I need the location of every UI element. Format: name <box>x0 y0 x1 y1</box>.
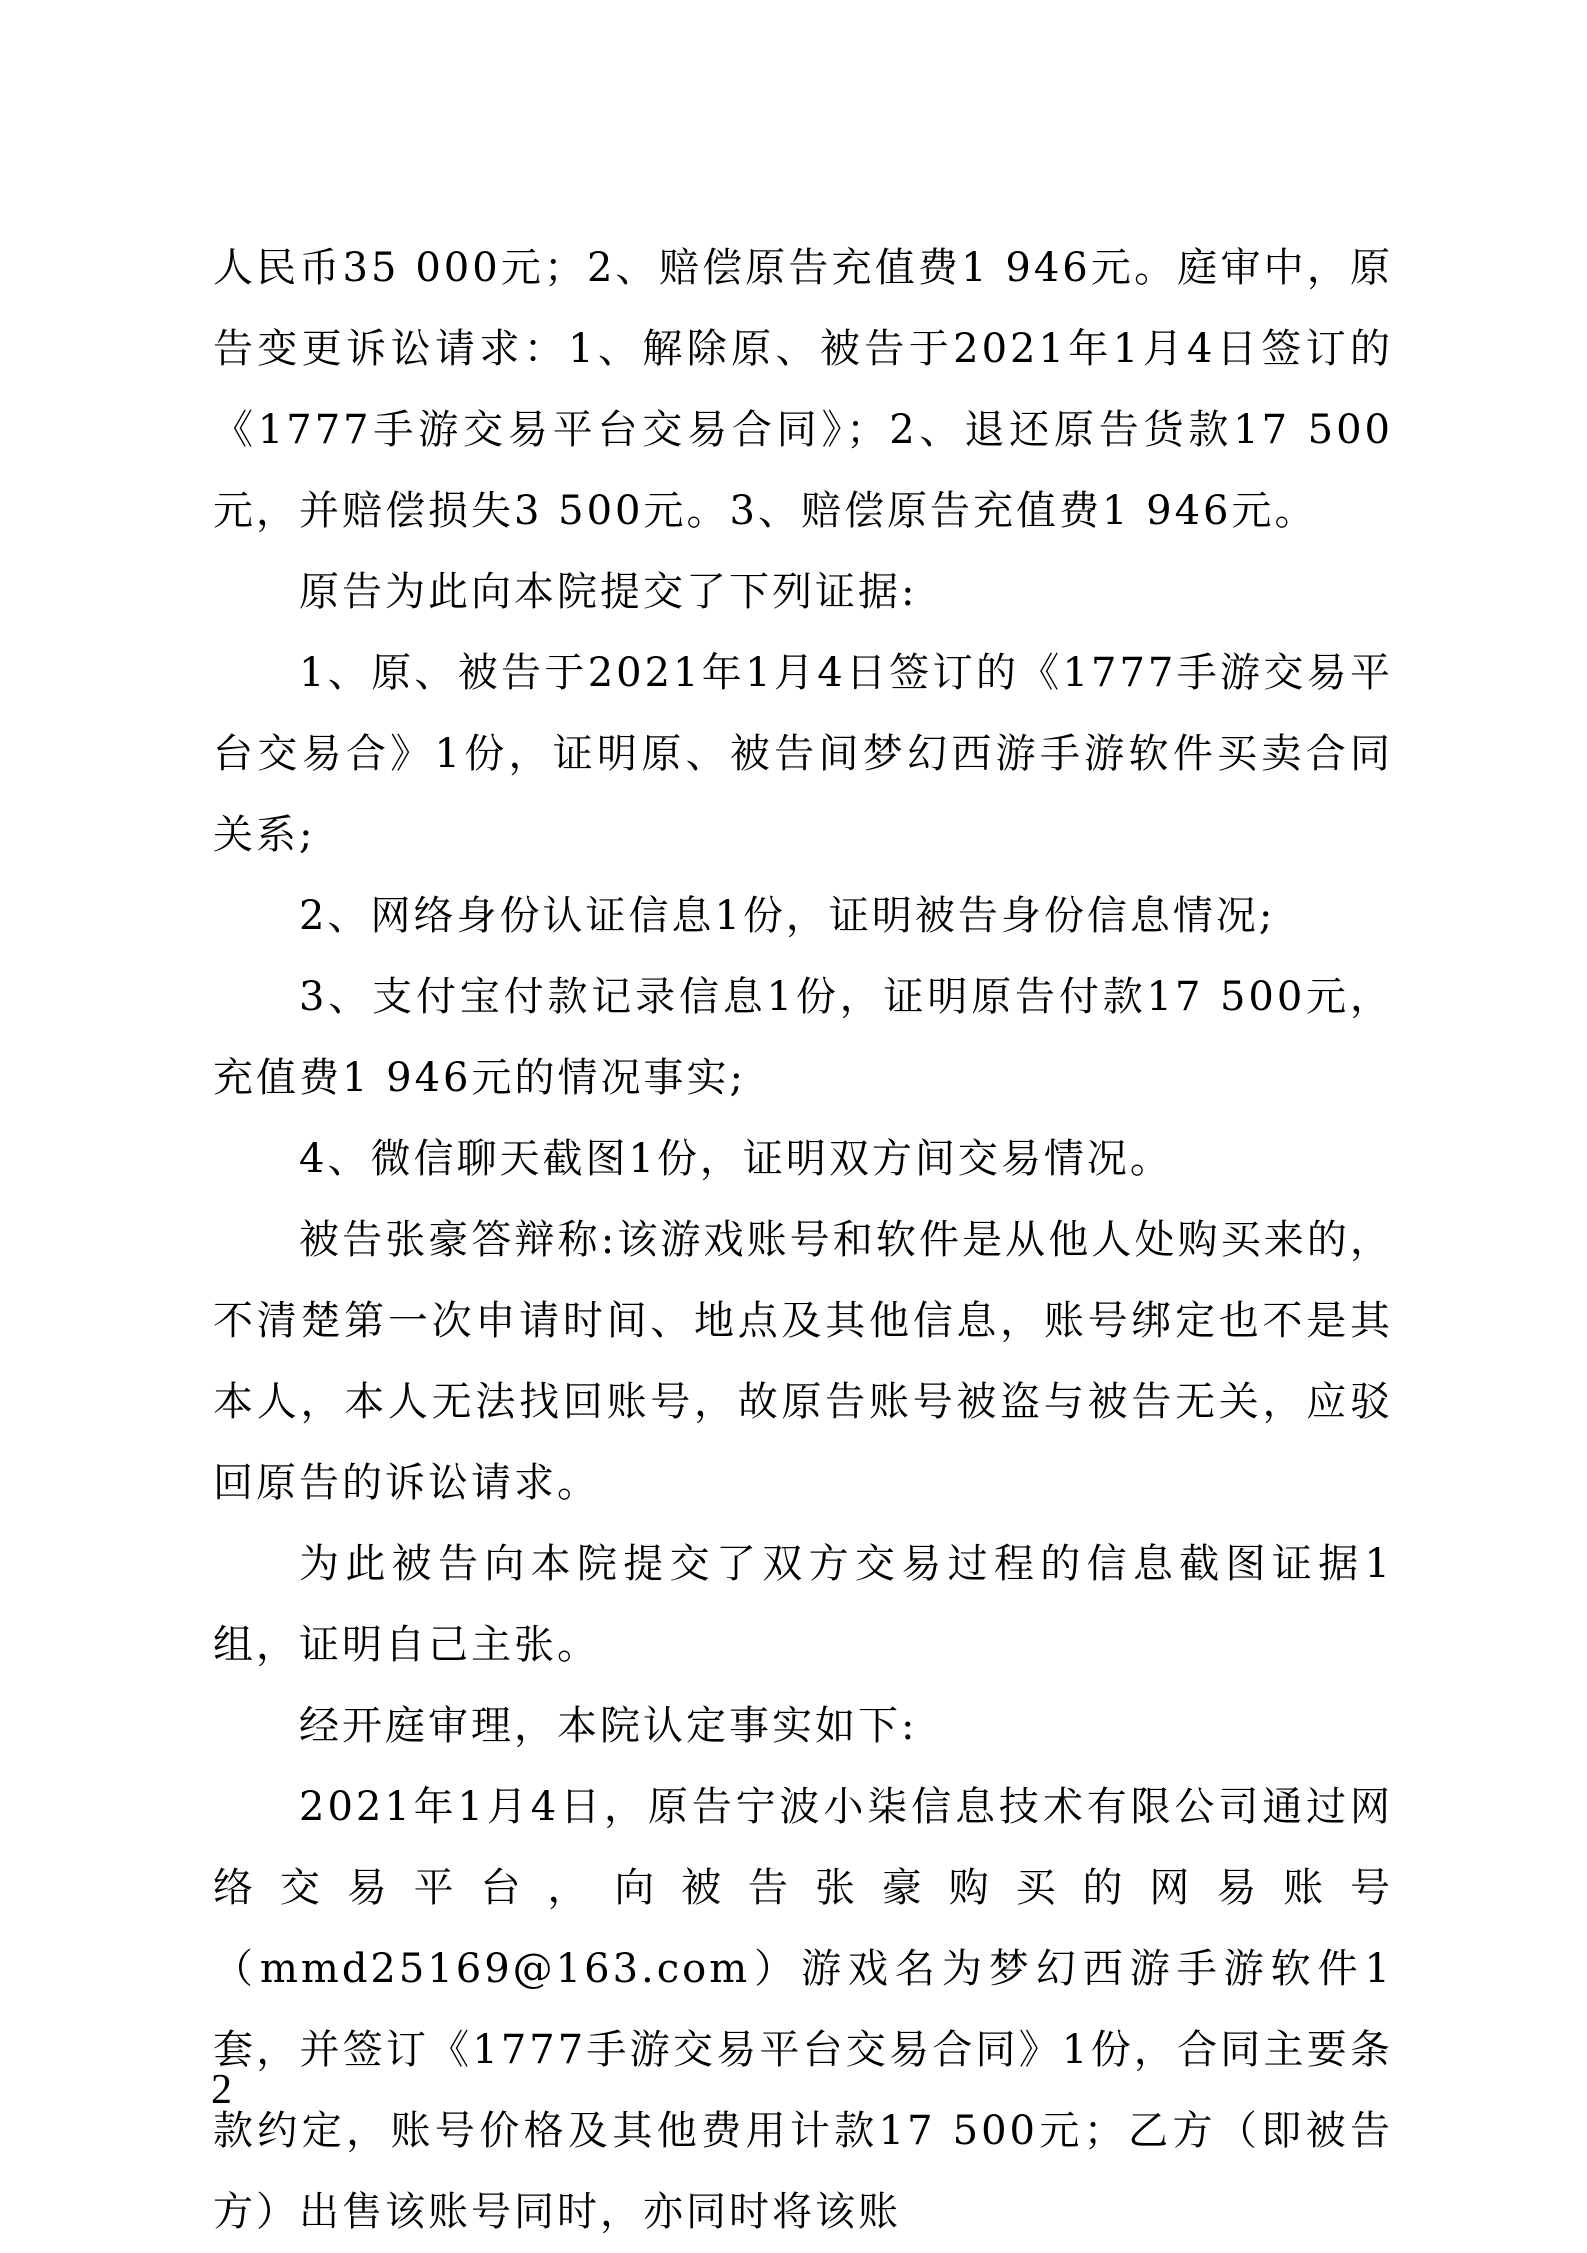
paragraph-evidence-3: 3、支付宝付款记录信息1份，证明原告付款17 500元，充值费1 946元的情况事实; <box>213 974 1393 1101</box>
document-body <box>213 228 1393 2253</box>
paragraph-evidence-1: 1、原、被告于2021年1月4日签订的《1777手游交易平台交易合》1份，证明原、被告间梦幻西游手游软件买卖合同关系; <box>213 650 1393 858</box>
page-number: 2 <box>211 2067 232 2113</box>
paragraph-claims-continued: 人民币35 000元；2、赔偿原告充值费1 946元。庭审中，原告变更诉讼请求：1、解除原、被告于2021年1月4日签订的《1777手游交易平台交易合同》；2、退还原告货款17 500元，并赔偿损失3 500元。3、赔偿原告充值费1 946元。 <box>213 245 1393 534</box>
paragraph-court-findings: 2021年1月4日，原告宁波小柒信息技术有限公司通过网络交易平台，向被告张豪购买的网易账号（mmd25169@163.com）游戏名为梦幻西游手游软件1套，并签订《1777手游交易平台交易合同》1份，合同主要条款约定，账号价格及其他费用计款17 500元；乙方（即被告方）出售该账号同时，亦同时将该账 <box>213 1784 1393 2235</box>
paragraph-defendant-defense: 被告张豪答辩称:该游戏账号和软件是从他人处购买来的，不清楚第一次申请时间、地点及其他信息，账号绑定也不是其本人，本人无法找回账号，故原告账号被盗与被告无关，应驳回原告的诉讼请求。 <box>213 1217 1393 1506</box>
paragraph-evidence-4: 4、微信聊天截图1份，证明双方间交易情况。 <box>299 1136 1173 1182</box>
paragraph-plaintiff-evidence-intro: 原告为此向本院提交了下列证据: <box>299 569 918 615</box>
paragraph-evidence-2: 2、网络身份认证信息1份，证明被告身份信息情况; <box>299 893 1276 939</box>
paragraph-court-findings-intro: 经开庭审理，本院认定事实如下: <box>299 1703 918 1749</box>
paragraph-defendant-evidence: 为此被告向本院提交了双方交易过程的信息截图证据1组，证明自己主张。 <box>213 1541 1393 1668</box>
